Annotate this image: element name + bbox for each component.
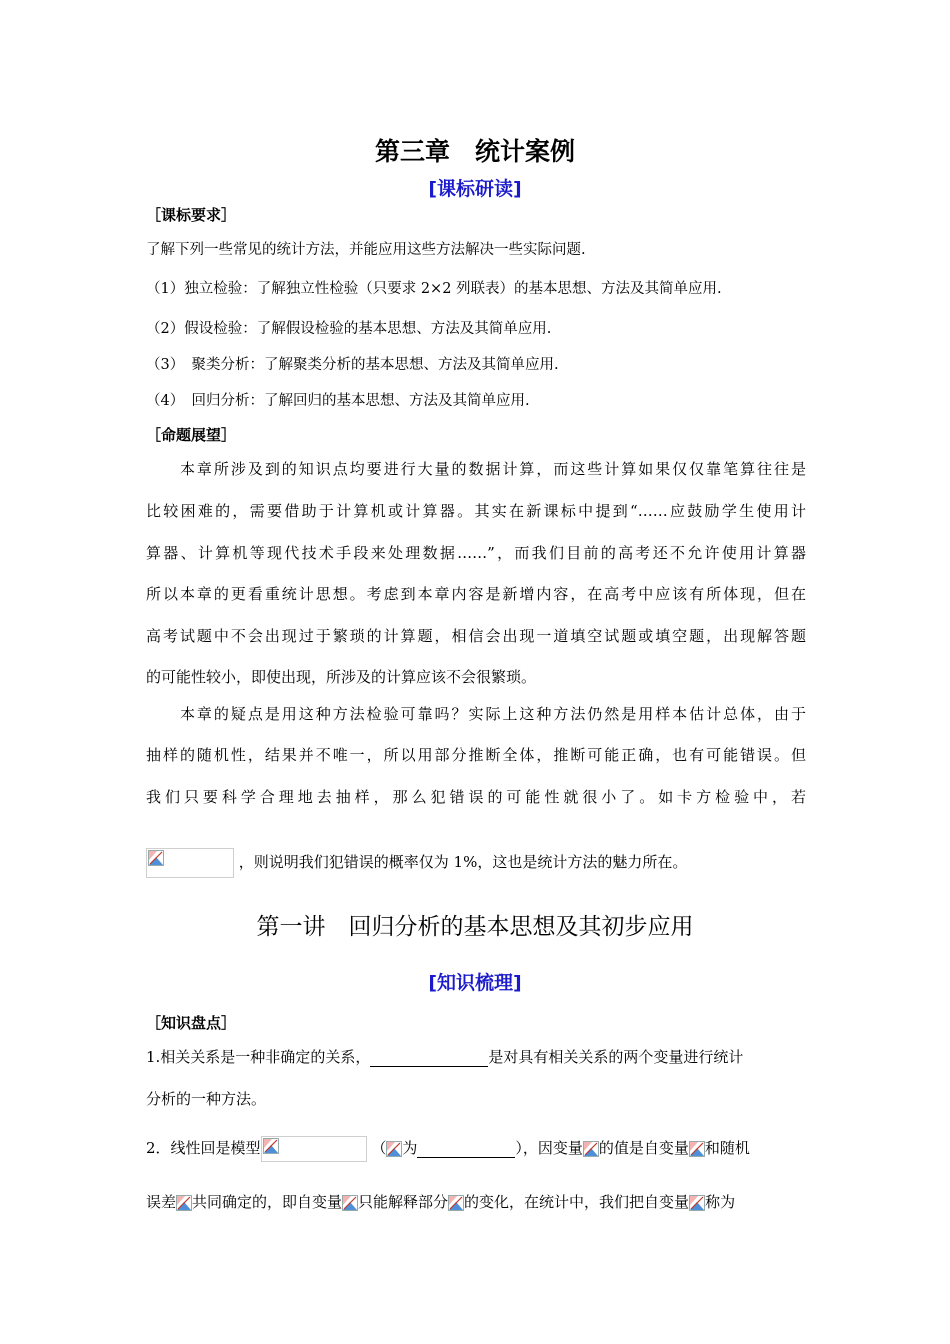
formula-image-placeholder (146, 848, 234, 878)
formula-image-placeholder (261, 1136, 367, 1162)
paragraph-line (146, 848, 806, 878)
broken-image-icon (689, 1141, 705, 1157)
paragraph-line: 我们只要科学合理地去抽样，那么犯错误的可能性就很小了。如卡方检验中，若 (146, 788, 806, 806)
knowledge-item-1-cont: 分析的一种方法。 (146, 1090, 267, 1108)
paragraph-line: 算器、计算机等现代技术手段来处理数据……”，而我们目前的高考还不允许使用计算器 (146, 544, 806, 562)
paragraph-text: ，则说明我们犯错误的概率仅为 1%，这也是统计方法的魅力所在。 (238, 853, 688, 871)
paragraph-line: 抽样的随机性，结果并不唯一，所以用部分推断全体，推断可能正确，也有可能错误。但 (146, 746, 806, 764)
requirement-item: （1）独立检验：了解独立性检验（只要求 2×2 列联表）的基本思想、方法及其简单应用. (146, 281, 722, 297)
paragraph-line: 的可能性较小，即使出现，所涉及的计算应该不会很繁琐。 (146, 668, 537, 686)
knowledge-item-2: 2．线性回是模型 （ 为 ），因变量 的值是自变量 和随机 (146, 1136, 806, 1162)
requirement-item: （4） 回归分析：了解回归的基本思想、方法及其简单应用. (146, 393, 530, 409)
broken-image-icon (263, 1138, 279, 1154)
lecture-title: 第一讲 回归分析的基本思想及其初步应用 (256, 914, 694, 940)
broken-image-icon (386, 1141, 402, 1157)
broken-image-icon (176, 1195, 192, 1211)
requirement-item: （3） 聚类分析：了解聚类分析的基本思想、方法及其简单应用. (146, 357, 559, 373)
section-curriculum-heading: [课标研读] (428, 178, 522, 200)
paragraph-line: 本章所涉及到的知识点均要进行大量的数据计算，而这些计算如果仅仅靠笔算往往是 (146, 460, 806, 478)
knowledge-inventory-heading: ［知识盘点］ (146, 1014, 237, 1032)
broken-image-icon (148, 850, 164, 866)
broken-image-icon (689, 1195, 705, 1211)
fill-blank (370, 1048, 488, 1067)
paragraph-line: 比较困难的，需要借助于计算机或计算器。其实在新课标中提到“……应鼓励学生使用计 (146, 502, 806, 520)
paragraph-line: 本章的疑点是用这种方法检验可靠吗？实际上这种方法仍然是用样本估计总体，由于 (146, 705, 806, 723)
broken-image-icon (342, 1195, 358, 1211)
knowledge-item-1: 1.相关关系是一种非确定的关系， 是对具有相关关系的两个变量进行统计 (146, 1048, 744, 1066)
broken-image-icon (448, 1195, 464, 1211)
requirement-item: （2）假设检验：了解假设检验的基本思想、方法及其简单应用. (146, 321, 552, 337)
requirements-intro: 了解下列一些常见的统计方法，并能应用这些方法解决一些实际问题. (146, 242, 586, 258)
chapter-title: 第三章 统计案例 (374, 137, 575, 166)
fill-blank (417, 1139, 515, 1158)
paragraph-line: 高考试题中不会出现过于繁琐的计算题，相信会出现一道填空试题或填空题，出现解答题 (146, 627, 806, 645)
knowledge-item-2-cont: 误差 共同确定的，即自变量 只能解释部分 的变化，在统计中，我们把自变量 称为 (146, 1193, 736, 1211)
exam-outlook-heading: ［命题展望］ (146, 426, 237, 444)
broken-image-icon (583, 1141, 599, 1157)
requirements-heading: ［课标要求］ (146, 206, 237, 224)
section-knowledge-heading: [知识梳理] (428, 972, 522, 994)
paragraph-line: 所以本章的更看重统计思想。考虑到本章内容是新增内容，在高考中应该有所体现，但在 (146, 585, 806, 603)
